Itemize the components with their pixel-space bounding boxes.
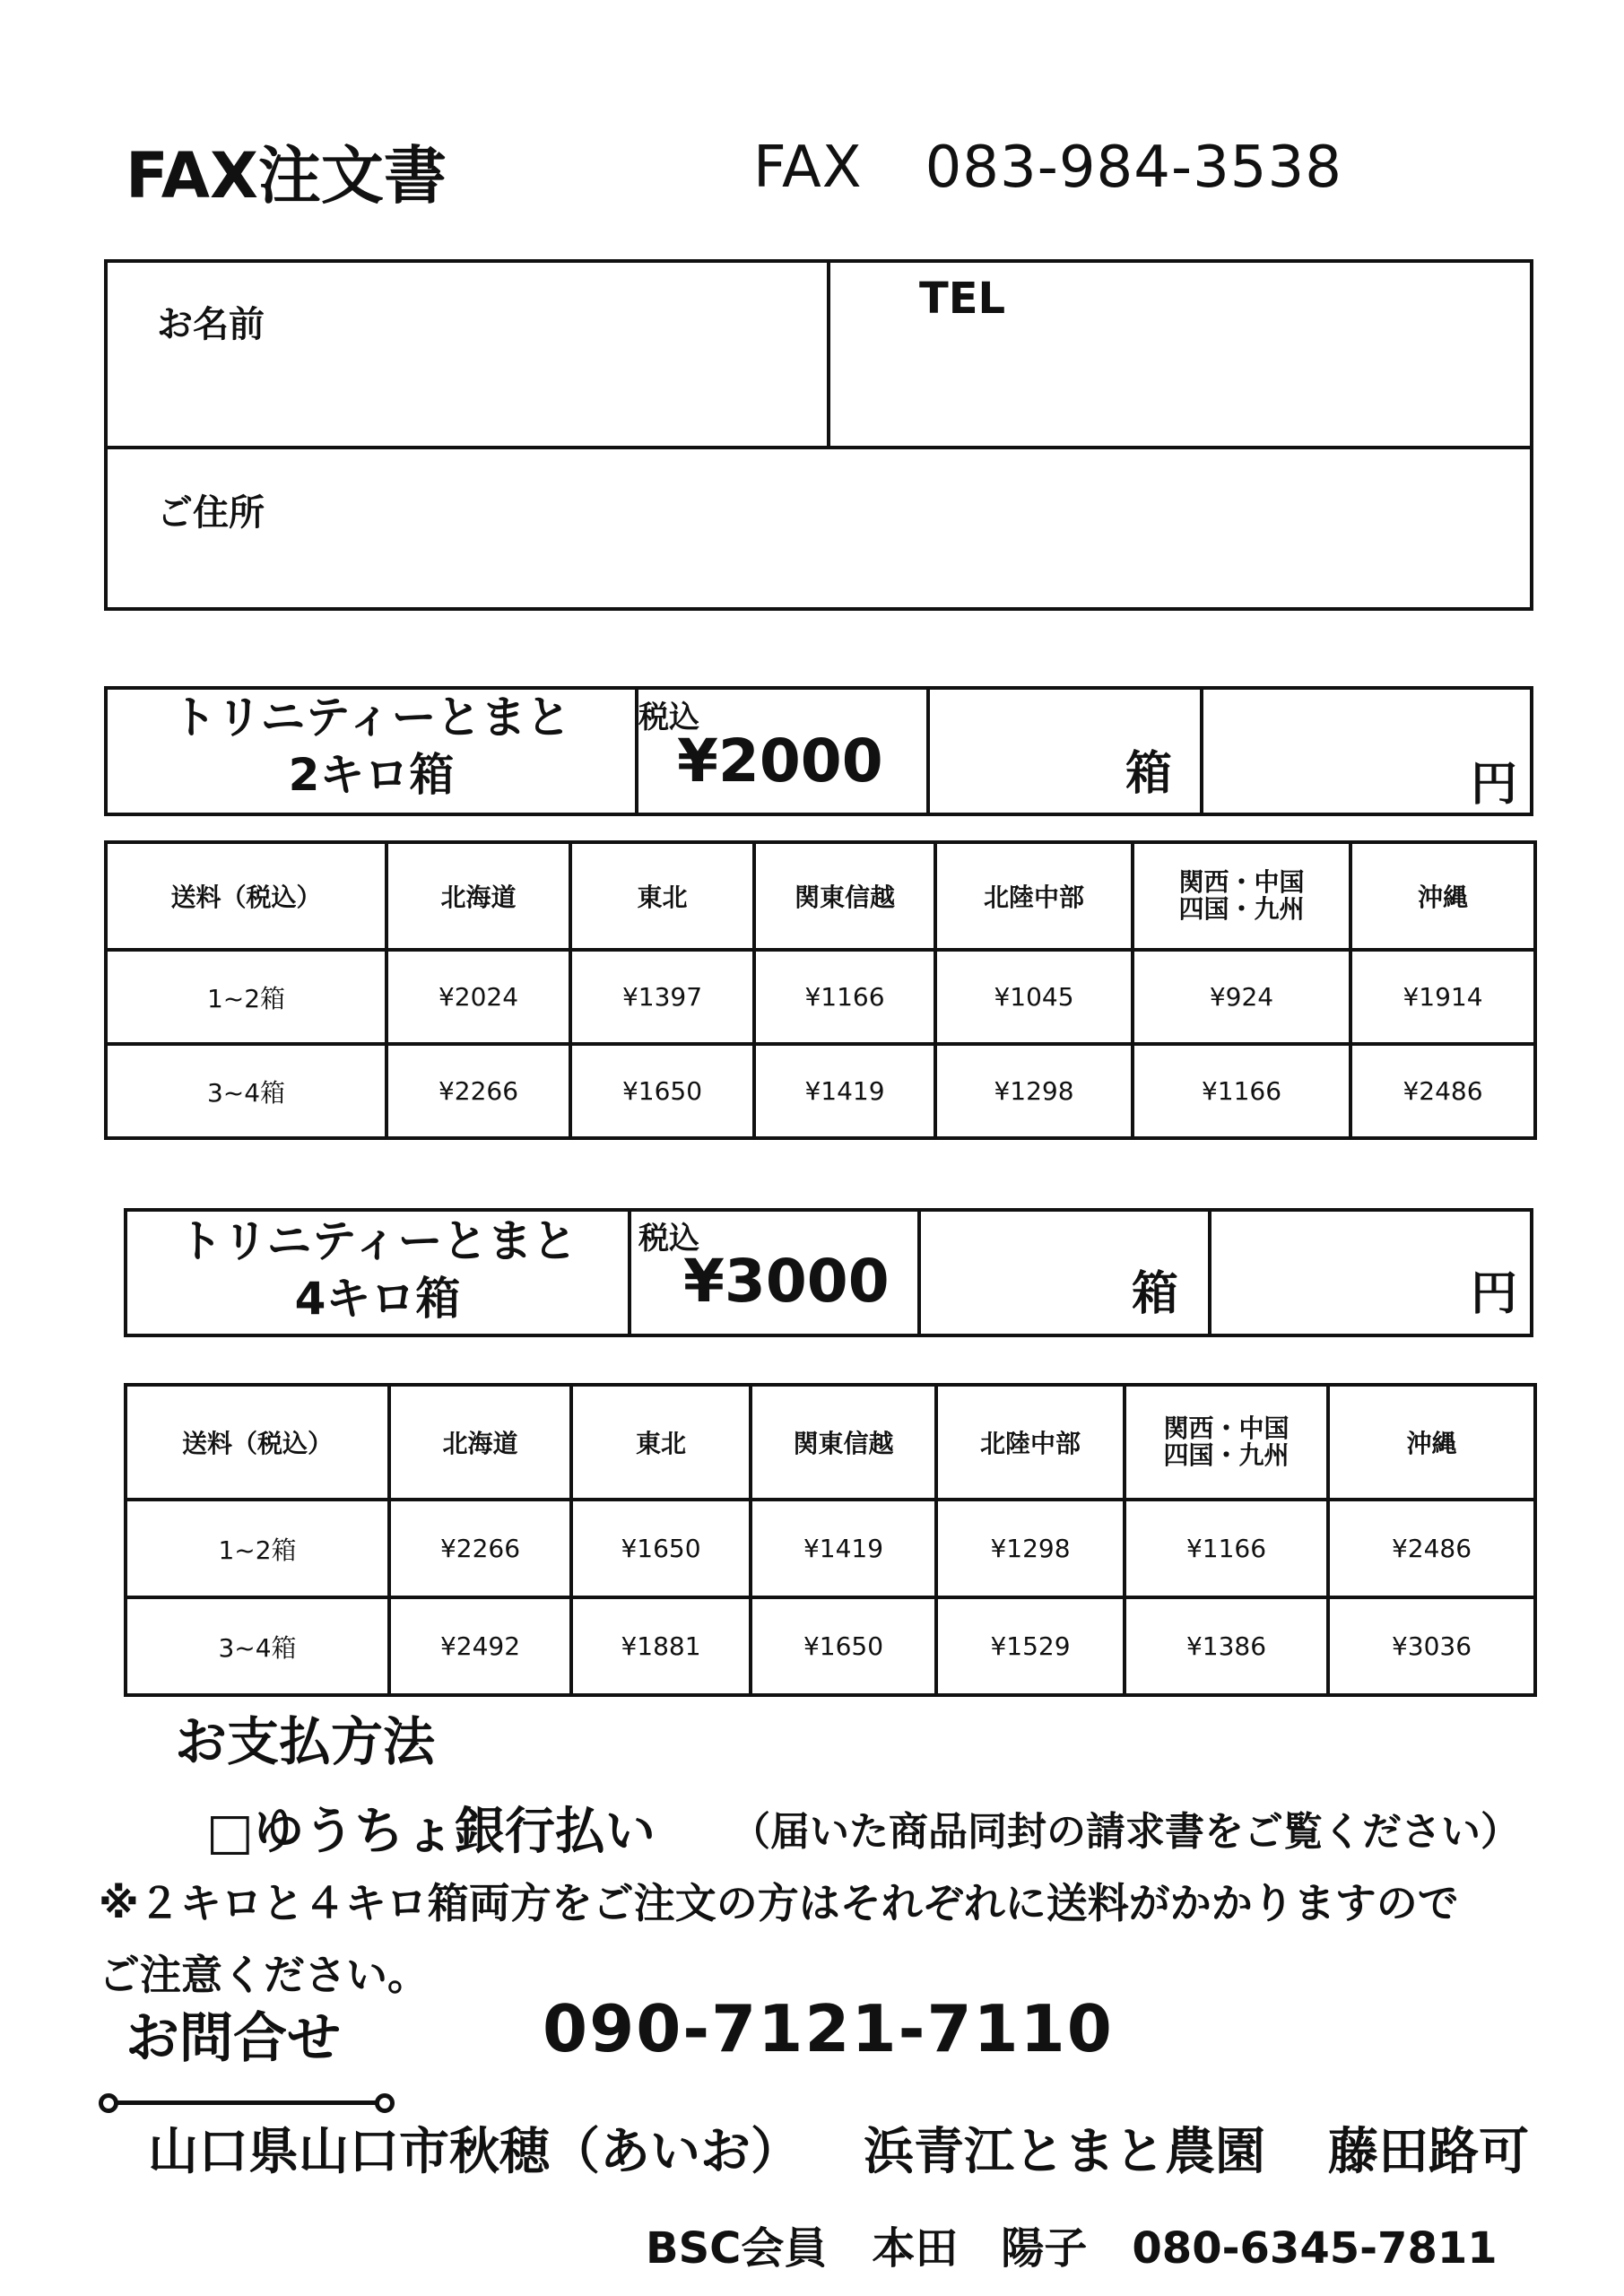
payment-option-checkbox[interactable]: □ゆうちょ銀行払い [206, 1803, 656, 1861]
farm-info [148, 2112, 1529, 2184]
fee-cell: ¥1914 [1350, 950, 1535, 1044]
shipping-table-4kg [124, 1383, 1537, 1697]
tax-included-label: 税込 [638, 1221, 699, 1257]
customer-form [104, 259, 1533, 611]
inquiry-phone: 090-7121-7110 [543, 1991, 1114, 2066]
member-name: 本田 陽子 [872, 2223, 1088, 2274]
header-shipping-fee: 送料（税込） [106, 842, 386, 950]
inquiry-label: お問合せ [126, 2007, 341, 2070]
fee-cell: ¥3036 [1328, 1597, 1535, 1695]
product-name-line1: トリニティーとまと [171, 691, 571, 744]
row-label: 3~4箱 [126, 1597, 389, 1695]
header-kansai-chugoku: 関西・中国 [1178, 867, 1305, 897]
fee-cell: ¥924 [1133, 950, 1350, 1044]
fee-cell: ¥2486 [1350, 1044, 1535, 1138]
farm-owner: 藤田路可 [1328, 2123, 1529, 2181]
header-kansai-shikoku [1125, 1385, 1328, 1500]
product-row-divider [926, 686, 930, 816]
fee-cell: ¥1397 [570, 950, 754, 1044]
form-divider-vertical [827, 259, 830, 448]
decorative-dot-left [99, 2093, 118, 2113]
product-name-2kg [108, 689, 635, 804]
payment-title: お支払方法 [175, 1711, 436, 1772]
row-label: 3~4箱 [106, 1044, 386, 1138]
header-hokuriku-chubu: 北陸中部 [936, 1385, 1125, 1500]
notice-line2: ご注意ください。 [99, 1951, 429, 1999]
header-okinawa: 沖縄 [1328, 1385, 1535, 1500]
member-label: BSC会員 [646, 2223, 828, 2274]
header-kanto-shinetsu: 関東信越 [751, 1385, 936, 1500]
box-quantity-field[interactable]: 箱 [1125, 747, 1173, 801]
address-field[interactable]: ご住所 [157, 492, 265, 534]
farm-name: 浜青江とまと農園 [864, 2123, 1265, 2181]
product-price-2kg: ¥2000 [677, 726, 883, 796]
fee-cell: ¥1386 [1125, 1597, 1328, 1695]
decorative-underline [115, 2100, 384, 2105]
header-okinawa: 沖縄 [1350, 842, 1535, 950]
name-field[interactable]: お名前 [157, 304, 265, 345]
shipping-table-2kg [104, 840, 1537, 1140]
fee-cell: ¥1650 [571, 1500, 751, 1597]
header-shikoku-kyushu: 四国・九州 [1163, 1440, 1290, 1470]
row-label: 1~2箱 [126, 1500, 389, 1597]
header-tohoku: 東北 [570, 842, 754, 950]
fee-cell: ¥2266 [389, 1500, 571, 1597]
tax-included-label: 税込 [638, 700, 699, 735]
product-price-4kg: ¥3000 [683, 1247, 890, 1316]
product-name-line2: 4キロ箱 [294, 1273, 461, 1325]
header-hokuriku-chubu: 北陸中部 [935, 842, 1133, 950]
table-row [126, 1500, 1535, 1597]
yen-amount-field[interactable]: 円 [1471, 1267, 1518, 1321]
product-name-line1: トリニティーとまと [178, 1215, 578, 1267]
product-row-divider [628, 1208, 631, 1337]
product-name-4kg [127, 1213, 628, 1327]
product-row-divider [1208, 1208, 1211, 1337]
fee-cell: ¥1419 [751, 1500, 936, 1597]
fax-info [753, 135, 1342, 201]
fee-cell: ¥2486 [1328, 1500, 1535, 1597]
table-row [106, 1044, 1535, 1138]
header-shikoku-kyushu: 四国・九州 [1178, 894, 1305, 924]
row-label: 1~2箱 [106, 950, 386, 1044]
payment-option-note: （届いた商品同封の請求書をご覧ください） [731, 1809, 1520, 1855]
fee-cell: ¥2492 [389, 1597, 571, 1695]
tel-field[interactable]: TEL [919, 274, 1006, 324]
fee-cell: ¥2266 [386, 1044, 570, 1138]
fee-cell: ¥1166 [1133, 1044, 1350, 1138]
fee-cell: ¥1650 [570, 1044, 754, 1138]
header-kansai-chugoku: 関西・中国 [1163, 1413, 1290, 1443]
fee-cell: ¥1045 [935, 950, 1133, 1044]
header-kansai-shikoku [1133, 842, 1350, 950]
member-info [646, 2213, 1498, 2275]
fax-number: 083-984-3538 [925, 135, 1342, 201]
shipping-notice [99, 1867, 1605, 2011]
fee-cell: ¥1298 [935, 1044, 1133, 1138]
header-kanto-shinetsu: 関東信越 [754, 842, 935, 950]
fee-cell: ¥1650 [751, 1597, 936, 1695]
farm-location: 山口県山口市秋穂（あいお） [148, 2123, 801, 2181]
header-shipping-fee: 送料（税込） [126, 1385, 389, 1500]
fee-cell: ¥1881 [571, 1597, 751, 1695]
box-quantity-field[interactable]: 箱 [1132, 1267, 1179, 1321]
notice-line1: ※２キロと４キロ箱両方をご注文の方はそれぞれに送料がかかりますので [99, 1879, 1459, 1927]
header-tohoku: 東北 [571, 1385, 751, 1500]
fax-label: FAX [753, 135, 863, 201]
fee-cell: ¥1419 [754, 1044, 935, 1138]
product-row-divider [917, 1208, 921, 1337]
fee-cell: ¥1529 [936, 1597, 1125, 1695]
form-divider-horizontal [104, 446, 1533, 449]
header-hokkaido: 北海道 [389, 1385, 571, 1500]
yen-amount-field[interactable]: 円 [1471, 758, 1518, 812]
decorative-dot-right [375, 2093, 395, 2113]
table-row [106, 950, 1535, 1044]
fee-cell: ¥1166 [1125, 1500, 1328, 1597]
header-hokkaido: 北海道 [386, 842, 570, 950]
product-row-divider [1200, 686, 1203, 816]
fee-cell: ¥1166 [754, 950, 935, 1044]
product-name-line2: 2キロ箱 [288, 749, 455, 801]
page-title: FAX注文書 [126, 139, 447, 213]
member-phone: 080-6345-7811 [1132, 2223, 1498, 2274]
table-row [126, 1597, 1535, 1695]
fee-cell: ¥2024 [386, 950, 570, 1044]
fee-cell: ¥1298 [936, 1500, 1125, 1597]
